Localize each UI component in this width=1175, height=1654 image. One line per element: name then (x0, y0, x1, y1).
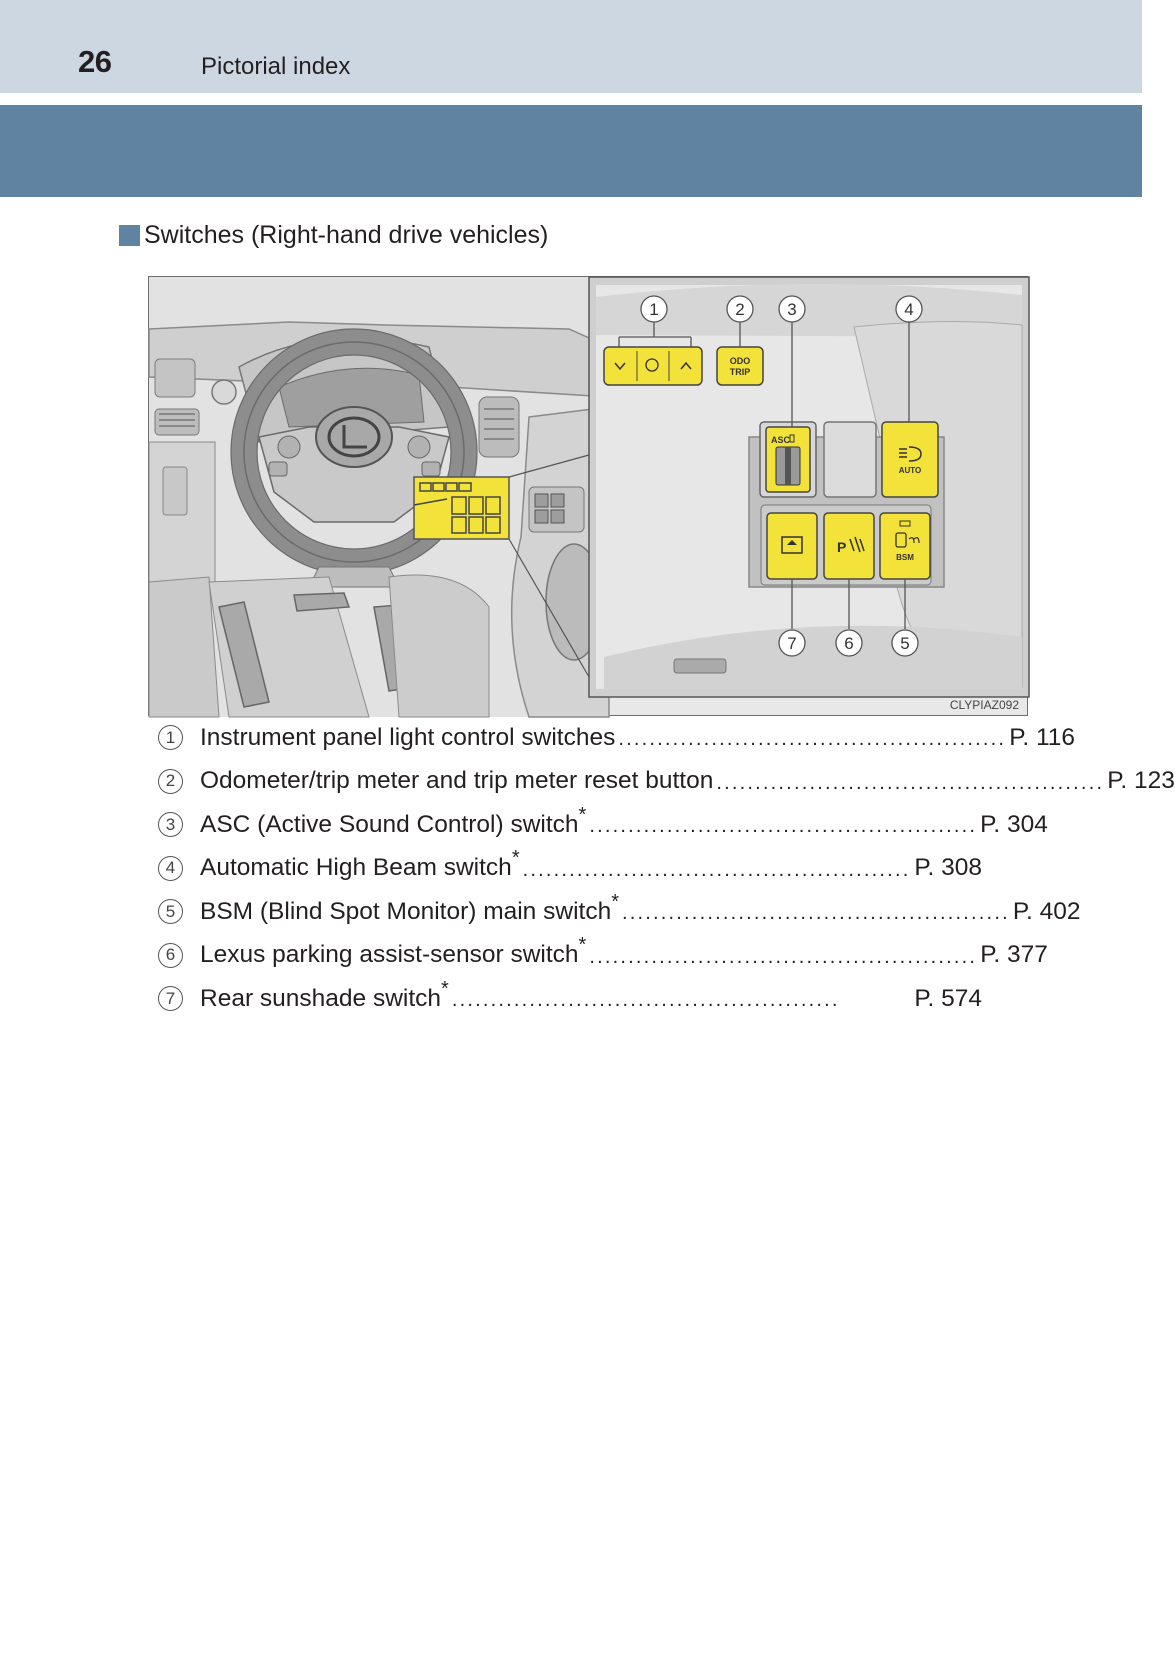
item-number: 5 (158, 899, 183, 924)
odo-switch-label: ODO (729, 356, 751, 366)
page-reference[interactable]: P. 308 (914, 854, 982, 882)
page-reference[interactable]: P. 304 (980, 810, 1048, 838)
item-number: 6 (158, 943, 183, 968)
list-item (158, 847, 982, 891)
item-label: Rear sunshade switch* (200, 977, 449, 1012)
square-bullet-icon (119, 225, 140, 246)
callout-7: 7 (787, 634, 797, 653)
callout-2: 2 (735, 300, 745, 319)
leader-dots: .................................................. (522, 858, 911, 881)
callout-6: 6 (844, 634, 854, 653)
page-reference[interactable]: P. 574 (914, 984, 982, 1012)
list-item (158, 934, 1048, 978)
page-reference[interactable]: P. 123 (1107, 767, 1175, 795)
item-label: Lexus parking assist-sensor switch* (200, 934, 587, 969)
auto-switch-label: AUTO (898, 466, 922, 475)
callout-5: 5 (900, 634, 910, 653)
list-item (158, 716, 1076, 760)
leader-dots: .................................................. (618, 728, 1007, 751)
item-number: 4 (158, 856, 183, 881)
cockpit-drawing (149, 277, 1029, 717)
item-label: BSM (Blind Spot Monitor) main switch* (200, 890, 619, 925)
callout-4: 4 (904, 300, 914, 319)
trip-switch-label: TRIP (729, 367, 751, 377)
list-item (158, 977, 982, 1021)
item-number: 1 (158, 725, 183, 750)
page-reference[interactable]: P. 402 (1012, 897, 1081, 925)
item-label: Automatic High Beam switch* (200, 847, 520, 882)
item-label: Odometer/trip meter and trip meter reset button (200, 767, 714, 795)
switches-illustration (148, 276, 1028, 716)
leader-dots: .................................................. (451, 989, 840, 1012)
section-title: Pictorial index (201, 53, 351, 80)
list-item (158, 760, 1175, 804)
leader-dots: .................................................. (589, 945, 978, 968)
item-label: Instrument panel light control switches (200, 723, 616, 751)
switch-list (158, 716, 1175, 1021)
header-top-bar (0, 0, 1142, 93)
svg-text:P: P (837, 539, 847, 555)
list-item (158, 803, 1048, 847)
page-number: 26 (78, 44, 112, 79)
bsm-switch-label: BSM (896, 553, 914, 562)
page-reference[interactable]: P. 116 (1009, 723, 1076, 751)
figure-code: CLYPIAZ092 (949, 698, 1019, 712)
item-number: 2 (158, 769, 183, 794)
item-label: ASC (Active Sound Control) switch* (200, 803, 587, 838)
list-item (158, 890, 1081, 934)
leader-dots: .................................................. (716, 771, 1105, 794)
leader-dots: .................................................. (589, 815, 978, 838)
item-number: 7 (158, 986, 183, 1011)
callout-3: 3 (787, 300, 797, 319)
item-number: 3 (158, 812, 183, 837)
callout-1: 1 (649, 300, 659, 319)
subheading-text: Switches (Right-hand drive vehicles) (144, 220, 549, 249)
subheading (119, 218, 548, 252)
header-band (0, 105, 1142, 197)
page-reference[interactable]: P. 377 (980, 941, 1048, 969)
leader-dots: .................................................. (622, 902, 1010, 925)
asc-switch-label: ASC (771, 435, 791, 445)
